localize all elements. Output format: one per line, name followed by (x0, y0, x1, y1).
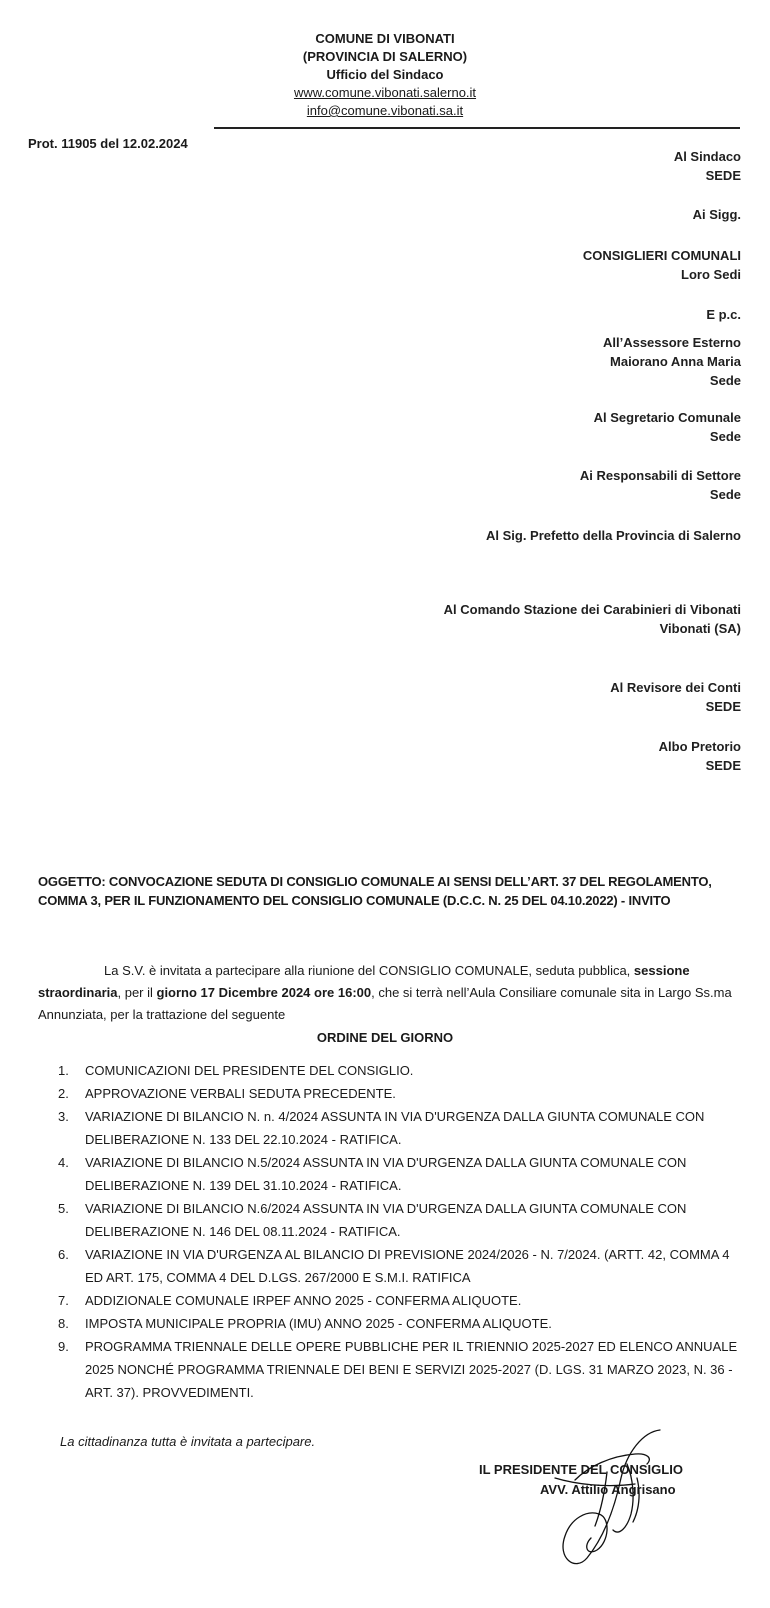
header-divider (214, 127, 740, 129)
handwritten-signature (535, 1418, 695, 1568)
recipient-sindaco (674, 147, 741, 185)
recipient-assessore (603, 333, 741, 390)
item-number: 7. (58, 1293, 69, 1308)
protocol-number: Prot. 11905 del 12.02.2024 (28, 136, 188, 151)
recipient-line: Maiorano Anna Maria (610, 354, 741, 369)
website-link[interactable]: www.comune.vibonati.salerno.it (293, 85, 477, 100)
agenda-item (58, 1151, 740, 1197)
recipient-line: Al Revisore dei Conti (610, 680, 741, 695)
agenda-item (58, 1312, 740, 1335)
intro-text: , che si terrà nell’Aula Consiliare comunale sita in Largo Ss.ma Annunziata, per la trattazione del seguente (38, 985, 732, 1022)
recipient-line: Al Sig. Prefetto della Provincia di Salerno (485, 528, 741, 543)
recipient-line: Sede (709, 373, 741, 388)
agenda-item (58, 1105, 740, 1151)
recipient-sigg (693, 205, 741, 224)
item-text: VARIAZIONE DI BILANCIO N.5/2024 ASSUNTA IN VIA D'URGENZA DALLA GIUNTA COMUNALE CON DELIBERAZIONE N. 139 DEL 31.10.2024 - RATIFICA. (85, 1155, 687, 1193)
recipient-revisore (610, 678, 741, 716)
recipient-carabinieri (444, 600, 741, 638)
intro-paragraph (38, 960, 738, 1026)
item-number: 2. (58, 1086, 69, 1101)
recipient-responsabili (580, 466, 741, 504)
item-number: 5. (58, 1201, 69, 1216)
agenda-item (58, 1197, 740, 1243)
recipient-line: All’Assessore Esterno (602, 335, 741, 350)
item-text: VARIAZIONE DI BILANCIO N.6/2024 ASSUNTA IN VIA D'URGENZA DALLA GIUNTA COMUNALE CON DELIBERAZIONE N. 146 DEL 08.11.2024 - RATIFICA. (85, 1201, 687, 1239)
letterhead (0, 30, 770, 120)
intro-text: La S.V. è invitata a partecipare alla riunione del CONSIGLIO COMUNALE, seduta pubblica, (104, 963, 634, 978)
recipient-line: Sede (709, 429, 741, 444)
agenda-item (58, 1289, 740, 1312)
agenda-item (58, 1243, 740, 1289)
provincia-name: (PROVINCIA DI SALERNO) (302, 49, 468, 64)
president-title: IL PRESIDENTE DEL CONSIGLIO (479, 1462, 683, 1477)
recipient-line: Al Segretario Comunale (593, 410, 741, 425)
agenda-item (58, 1335, 740, 1404)
recipient-line: Vibonati (SA) (659, 621, 741, 636)
subject: OGGETTO: CONVOCAZIONE SEDUTA DI CONSIGLIO COMUNALE AI SENSI DELL’ART. 37 DEL REGOLAMENTO, COMMA 3, PER IL FUNZIONAMENTO DEL CONSIGLIO COMUNALE (D.C.C. N. 25 DEL 04.10.2022) - INVITO (38, 874, 712, 908)
president-name: AVV. Attilio Angrisano (540, 1482, 676, 1497)
agenda-item (58, 1082, 740, 1105)
item-number: 6. (58, 1247, 69, 1262)
recipient-albo (659, 737, 741, 775)
agenda-title: ORDINE DEL GIORNO (316, 1030, 454, 1045)
recipient-line: Sede (709, 487, 741, 502)
email-link[interactable]: info@comune.vibonati.sa.it (306, 103, 464, 118)
recipient-epc (706, 305, 741, 324)
item-text: IMPOSTA MUNICIPALE PROPRIA (IMU) ANNO 2025 - CONFERMA ALIQUOTE. (85, 1316, 552, 1331)
recipient-line: Ai Responsabili di Settore (579, 468, 741, 483)
item-number: 8. (58, 1316, 69, 1331)
recipient-line: CONSIGLIERI COMUNALI (582, 248, 741, 263)
item-text: ADDIZIONALE COMUNALE IRPEF ANNO 2025 - CONFERMA ALIQUOTE. (85, 1293, 522, 1308)
recipient-consiglieri (583, 246, 741, 284)
recipient-segretario (594, 408, 741, 446)
recipient-line: Albo Pretorio (658, 739, 741, 754)
item-number: 9. (58, 1339, 69, 1354)
recipient-line: Ai Sigg. (692, 207, 741, 222)
item-number: 1. (58, 1063, 69, 1078)
agenda-list (58, 1059, 740, 1404)
recipient-line: Al Sindaco (673, 149, 741, 164)
item-number: 4. (58, 1155, 69, 1170)
agenda-item (58, 1059, 740, 1082)
intro-date: giorno 17 Dicembre 2024 ore 16:00 (156, 985, 372, 1000)
recipient-line: SEDE (705, 699, 741, 714)
ufficio-name: Ufficio del Sindaco (326, 67, 444, 82)
item-text: COMUNICAZIONI DEL PRESIDENTE DEL CONSIGLIO. (85, 1063, 414, 1078)
recipient-line: Loro Sedi (681, 267, 741, 282)
recipient-line: SEDE (705, 758, 741, 773)
citizens-invitation: La cittadinanza tutta è invitata a partecipare. (60, 1434, 316, 1449)
intro-text: , per il (117, 985, 157, 1000)
recipient-line: SEDE (705, 168, 741, 183)
recipient-prefetto (486, 526, 741, 545)
item-text: VARIAZIONE DI BILANCIO N. n. 4/2024 ASSUNTA IN VIA D'URGENZA DALLA GIUNTA COMUNALE CON DELIBERAZIONE N. 133 DEL 22.10.2024 - RATIFICA. (85, 1109, 705, 1147)
recipient-line: Al Comando Stazione dei Carabinieri di Vibonati (443, 602, 741, 617)
item-text: PROGRAMMA TRIENNALE DELLE OPERE PUBBLICHE PER IL TRIENNIO 2025-2027 ED ELENCO ANNUALE 2025 NONCHÉ PROGRAMMA TRIENNALE DEI BENI E SERVIZI 2025-2027 (D. LGS. 31 MARZO 2023, N. 36 - ART. 37). PROVVEDIMENTI. (85, 1339, 738, 1400)
item-text: VARIAZIONE IN VIA D'URGENZA AL BILANCIO DI PREVISIONE 2024/2026 - N. 7/2024. (ARTT. 42, COMMA 4 ED ART. 175, COMMA 4 DEL D.LGS. 267/2000 E S.M.I. RATIFICA (85, 1247, 730, 1285)
intro-session: sessione straordinaria (38, 963, 690, 1000)
item-text: APPROVAZIONE VERBALI SEDUTA PRECEDENTE. (85, 1086, 396, 1101)
item-number: 3. (58, 1109, 69, 1124)
comune-name: COMUNE DI VIBONATI (315, 31, 455, 46)
recipient-line: E p.c. (706, 307, 741, 322)
